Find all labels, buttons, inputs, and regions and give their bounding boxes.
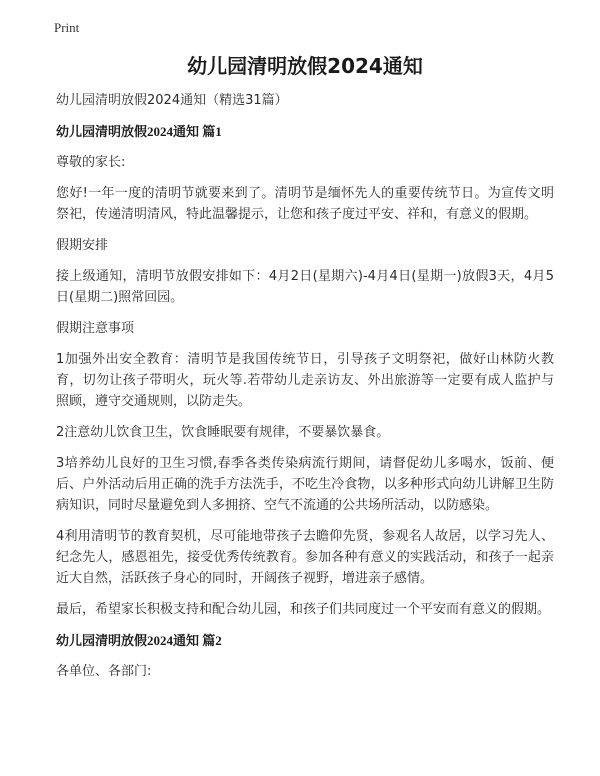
article-1-intro: 您好!一年一度的清明节就要来到了。清明节是缅怀先人的重要传统节日。为宣传文明祭祀，传递清明清风，特此温馨提示，让您和孩子度过平安、祥和，有意义的假期。 bbox=[56, 186, 554, 222]
schedule-text: 接上级通知，清明节放假安排如下：4月2日(星期六)-4月4日(星期一)放假3天，4月5日(星期二)照常回园。 bbox=[56, 269, 554, 305]
document-body bbox=[56, 46, 554, 682]
article-1-heading: 幼儿园清明放假2024通知 篇1 bbox=[56, 124, 222, 139]
article-1-closing: 最后，希望家长积极支持和配合幼儿园，和孩子们共同度过一个平安而有意义的假期。 bbox=[56, 602, 551, 617]
note-4: 4利用清明节的教育契机，尽可能地带孩子去瞻仰先贤，参观名人故居，以学习先人、纪念先人，感恩祖先，接受优秀传统教育。参加各种有意义的实践活动，和孩子一起亲近大自然，活跃孩子身心的同时，开阔孩子视野，增进亲子感情。 bbox=[56, 529, 554, 586]
schedule-heading: 假期安排 bbox=[56, 238, 109, 253]
notes-heading: 假期注意事项 bbox=[56, 321, 135, 336]
print-link[interactable]: Print bbox=[54, 20, 80, 35]
subtitle: 幼儿园清明放假2024通知（精选31篇） bbox=[56, 93, 288, 108]
article-2-heading: 幼儿园清明放假2024通知 篇2 bbox=[56, 633, 222, 648]
note-3: 3培养幼儿良好的卫生习惯,春季各类传染病流行期间，请督促幼儿多喝水，饭前、便后、户外活动后用正确的洗手方法洗手，不吃生冷食物，以多种形式向幼儿讲解卫生防病知识，同时尽量避免到人多拥挤、空气不流通的公共场所活动，以防感染。 bbox=[56, 456, 554, 513]
article-1-greeting: 尊敬的家长: bbox=[56, 155, 126, 170]
page-title: 幼儿园清明放假2024通知 bbox=[187, 54, 423, 78]
article-2-greeting: 各单位、各部门: bbox=[56, 664, 152, 679]
note-2: 2注意幼儿饮食卫生，饮食睡眠要有规律，不要暴饮暴食。 bbox=[56, 425, 390, 440]
note-1: 1加强外出安全教育：清明节是我国传统节日，引导孩子文明祭祀，做好山林防火教育，切勿让孩子带明火，玩火等.若带幼儿走亲访友、外出旅游等一定要有成人监护与照顾，遵守交通规则，以防走失。 bbox=[56, 352, 554, 409]
